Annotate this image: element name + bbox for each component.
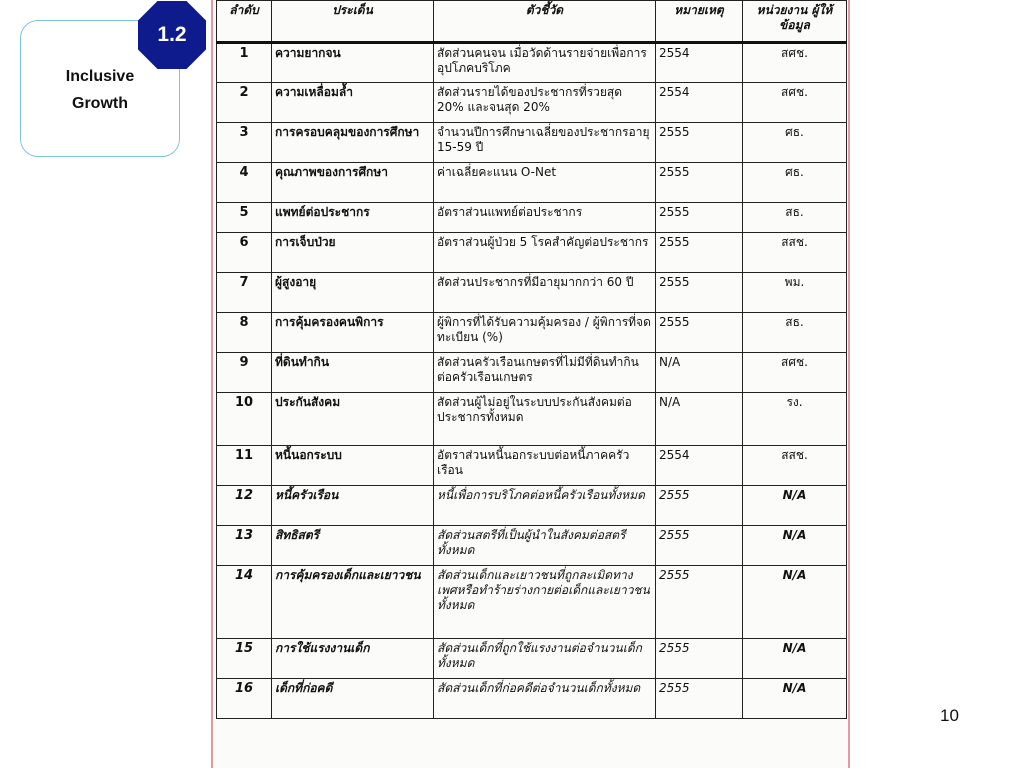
- table-row: [217, 486, 847, 526]
- row-note: 2554: [656, 43, 743, 83]
- table-row: [217, 639, 847, 679]
- row-issue: สิทธิสตรี: [272, 526, 434, 566]
- row-issue: การครอบคลุมของการศึกษา: [272, 123, 434, 163]
- header-note: หมายเหตุ: [656, 1, 743, 43]
- row-agency: ศธ.: [743, 163, 847, 203]
- row-note: 2555: [656, 679, 743, 719]
- row-agency: สศช.: [743, 353, 847, 393]
- document-right-edge: [848, 0, 850, 768]
- row-indicator: สัดส่วนเด็กและเยาวชนที่ถูกละเมิดทางเพศหรือทำร้ายร่างกายต่อเด็กและเยาวชนทั้งหมด: [434, 566, 656, 639]
- row-number: 5: [217, 203, 272, 233]
- row-note: 2555: [656, 313, 743, 353]
- row-note: 2555: [656, 233, 743, 273]
- row-issue: เด็กที่ก่อคดี: [272, 679, 434, 719]
- row-issue: ผู้สูงอายุ: [272, 273, 434, 313]
- table-row: [217, 353, 847, 393]
- row-number: 14: [217, 566, 272, 639]
- slide-number: 10: [940, 706, 959, 725]
- row-agency: รง.: [743, 393, 847, 446]
- row-agency: สสช.: [743, 233, 847, 273]
- row-number: 16: [217, 679, 272, 719]
- row-indicator: อัตราส่วนผู้ป่วย 5 โรคสำคัญต่อประชากร: [434, 233, 656, 273]
- table-body: [217, 43, 847, 719]
- indicator-table-document: [213, 0, 848, 768]
- row-agency: N/A: [743, 566, 847, 639]
- header-agency: หน่วยงาน ผู้ให้ข้อมูล: [743, 1, 847, 43]
- table-row: [217, 273, 847, 313]
- callout-line-2: Growth: [72, 95, 128, 112]
- row-note: 2555: [656, 273, 743, 313]
- row-agency: สศช.: [743, 83, 847, 123]
- callout-line-1: Inclusive: [65, 68, 135, 85]
- row-agency: ศธ.: [743, 123, 847, 163]
- row-number: 12: [217, 486, 272, 526]
- row-issue: หนี้ครัวเรือน: [272, 486, 434, 526]
- row-number: 9: [217, 353, 272, 393]
- header-indicator: ตัวชี้วัด: [434, 1, 656, 43]
- row-agency: N/A: [743, 679, 847, 719]
- table-row: [217, 203, 847, 233]
- row-agency: สธ.: [743, 313, 847, 353]
- table-row: [217, 163, 847, 203]
- row-issue: การเจ็บป่วย: [272, 233, 434, 273]
- callout-text: [21, 63, 179, 117]
- row-number: 6: [217, 233, 272, 273]
- row-agency: สสช.: [743, 446, 847, 486]
- badge-label: 1.2: [157, 23, 187, 46]
- section-badge: [137, 0, 207, 70]
- row-agency: พม.: [743, 273, 847, 313]
- row-number: 1: [217, 43, 272, 83]
- row-number: 10: [217, 393, 272, 446]
- indicator-table: [216, 0, 847, 719]
- row-issue: ความเหลื่อมล้ำ: [272, 83, 434, 123]
- row-indicator: สัดส่วนครัวเรือนเกษตรที่ไม่มีที่ดินทำกินต่อครัวเรือนเกษตร: [434, 353, 656, 393]
- row-indicator: หนี้เพื่อการบริโภคต่อหนี้ครัวเรือนทั้งหมด: [434, 486, 656, 526]
- table-row: [217, 43, 847, 83]
- row-note: 2555: [656, 486, 743, 526]
- table-row: [217, 679, 847, 719]
- row-note: N/A: [656, 353, 743, 393]
- row-issue: ประกันสังคม: [272, 393, 434, 446]
- row-note: 2555: [656, 203, 743, 233]
- table-row: [217, 446, 847, 486]
- header-order: ลำดับ: [217, 1, 272, 43]
- row-indicator: อัตราส่วนแพทย์ต่อประชากร: [434, 203, 656, 233]
- row-indicator: สัดส่วนสตรีที่เป็นผู้นำในสังคมต่อสตรีทั้งหมด: [434, 526, 656, 566]
- row-agency: สศช.: [743, 43, 847, 83]
- row-indicator: สัดส่วนผู้ไม่อยู่ในระบบประกันสังคมต่อประชากรทั้งหมด: [434, 393, 656, 446]
- row-indicator: ผู้พิการที่ได้รับความคุ้มครอง / ผู้พิการที่จดทะเบียน (%): [434, 313, 656, 353]
- row-note: 2555: [656, 566, 743, 639]
- row-indicator: ค่าเฉลี่ยคะแนน O-Net: [434, 163, 656, 203]
- table-row: [217, 83, 847, 123]
- row-note: N/A: [656, 393, 743, 446]
- row-agency: N/A: [743, 526, 847, 566]
- row-note: 2555: [656, 123, 743, 163]
- table-header-row: [217, 1, 847, 43]
- row-issue: ความยากจน: [272, 43, 434, 83]
- row-indicator: สัดส่วนเด็กที่ก่อคดีต่อจำนวนเด็กทั้งหมด: [434, 679, 656, 719]
- row-issue: หนี้นอกระบบ: [272, 446, 434, 486]
- row-note: 2555: [656, 526, 743, 566]
- row-indicator: สัดส่วนเด็กที่ถูกใช้แรงงานต่อจำนวนเด็กทั้งหมด: [434, 639, 656, 679]
- row-indicator: อัตราส่วนหนี้นอกระบบต่อหนี้ภาคครัวเรือน: [434, 446, 656, 486]
- row-indicator: สัดส่วนคนจน เมื่อวัดด้านรายจ่ายเพื่อการอุปโภคบริโภค: [434, 43, 656, 83]
- table-row: [217, 566, 847, 639]
- row-issue: แพทย์ต่อประชากร: [272, 203, 434, 233]
- row-agency: N/A: [743, 639, 847, 679]
- row-indicator: สัดส่วนประชากรที่มีอายุมากกว่า 60 ปี: [434, 273, 656, 313]
- row-note: 2554: [656, 446, 743, 486]
- table-row: [217, 526, 847, 566]
- row-number: 13: [217, 526, 272, 566]
- row-issue: ที่ดินทำกิน: [272, 353, 434, 393]
- table-row: [217, 393, 847, 446]
- row-indicator: สัดส่วนรายได้ของประชากรที่รวยสุด 20% และจนสุด 20%: [434, 83, 656, 123]
- row-agency: N/A: [743, 486, 847, 526]
- table-row: [217, 123, 847, 163]
- row-number: 7: [217, 273, 272, 313]
- row-number: 2: [217, 83, 272, 123]
- row-number: 15: [217, 639, 272, 679]
- row-issue: การคุ้มครองเด็กและเยาวชน: [272, 566, 434, 639]
- row-issue: คุณภาพของการศึกษา: [272, 163, 434, 203]
- header-issue: ประเด็น: [272, 1, 434, 43]
- table-row: [217, 233, 847, 273]
- row-number: 3: [217, 123, 272, 163]
- row-issue: การใช้แรงงานเด็ก: [272, 639, 434, 679]
- row-note: 2555: [656, 163, 743, 203]
- row-number: 11: [217, 446, 272, 486]
- row-agency: สธ.: [743, 203, 847, 233]
- row-issue: การคุ้มครองคนพิการ: [272, 313, 434, 353]
- row-note: 2554: [656, 83, 743, 123]
- table-row: [217, 313, 847, 353]
- row-indicator: จำนวนปีการศึกษาเฉลี่ยของประชากรอายุ 15-59 ปี: [434, 123, 656, 163]
- row-number: 4: [217, 163, 272, 203]
- row-number: 8: [217, 313, 272, 353]
- row-note: 2555: [656, 639, 743, 679]
